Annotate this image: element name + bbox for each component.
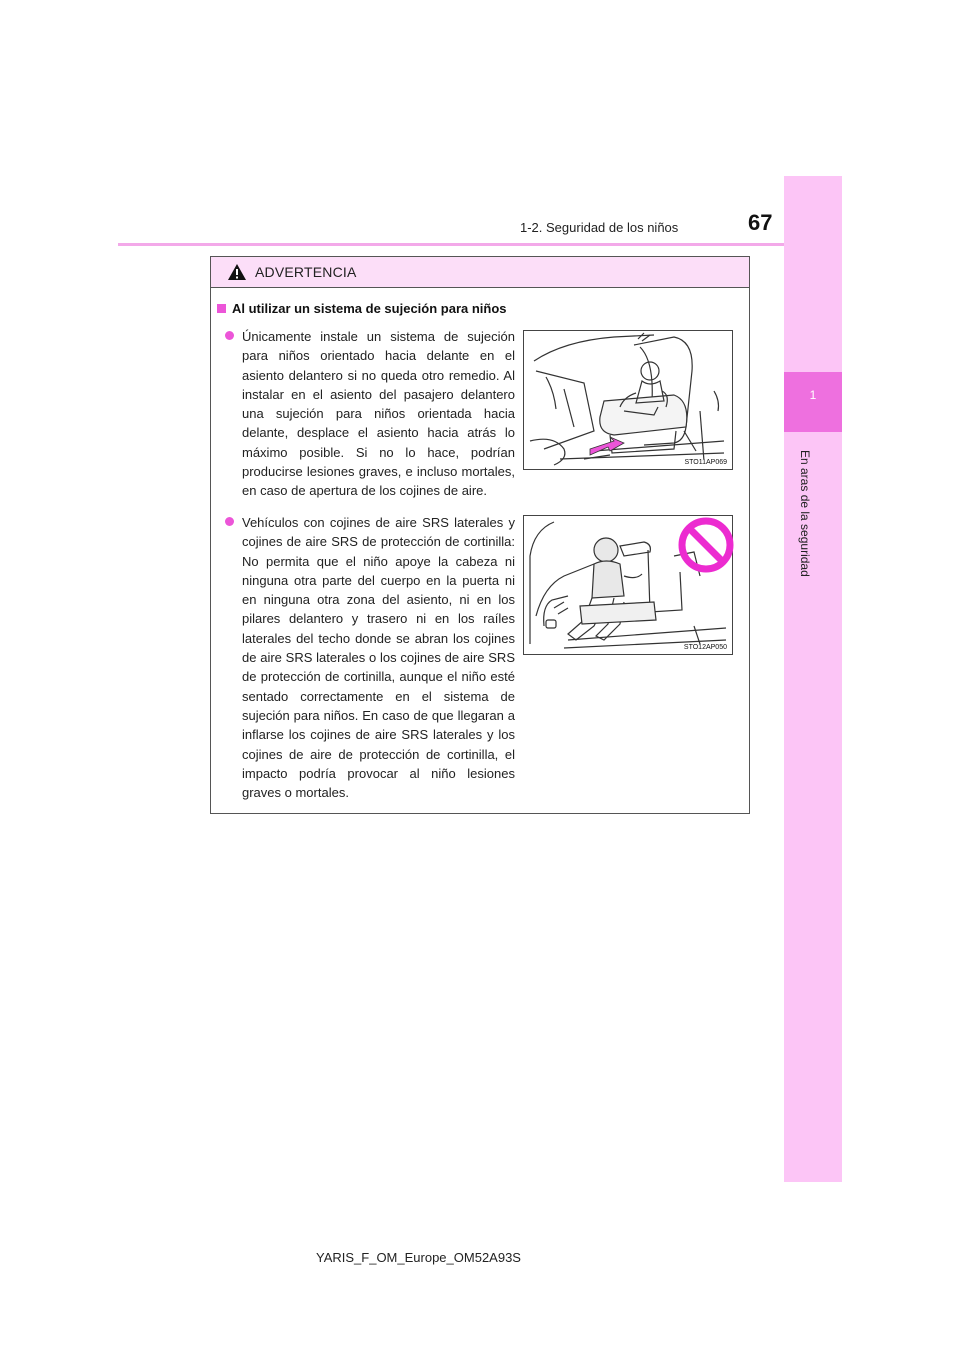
warning-triangle-icon: [227, 263, 247, 281]
header-divider: [118, 243, 840, 246]
figure-front-child-seat: [523, 330, 733, 470]
chapter-side-tab: [784, 176, 842, 1182]
figure-code: STO12AP050: [683, 644, 727, 651]
chapter-tab-active[interactable]: [784, 372, 842, 432]
warning-title: ADVERTENCIA: [255, 264, 357, 280]
bullet-dot-icon: [225, 331, 234, 340]
square-bullet-icon: [217, 304, 226, 313]
warning-item-text: Vehículos con cojines de aire SRS laterales y cojines de aire SRS de protección de cortinilla: No permita que el niño apoye la cabeza ni ninguna otra parte del cuerpo en la puerta ni en ninguna otra zona del asiento, ni en los pilares delantero y trasero ni en los raíles laterales del techo donde se abran los cojines de aire SRS laterales o los cojines de aire SRS de protección de cortinilla, aunque el niño esté sentado correctamente en el sistema de sujeción para niños. En caso de que llegaran a inflarse los cojines de aire SRS laterales y los cojines de aire de protección de cortinilla, el impacto podría provocar al niño lesiones graves o mortales.: [242, 515, 515, 801]
warning-item-text: Únicamente instale un sistema de sujeción para niños orientado hacia delante en el asiento delantero si no queda otro remedio. Al instalar en el asiento del pasajero delantero una sujeción para niños orientada hacia delante, desplace el asiento hacia atrás lo máximo posible. Si no lo hace, podrían producirse lesiones graves, e incluso mortales, en caso de apertura de los cojines de aire.: [242, 329, 515, 499]
warning-subheading: [217, 301, 507, 316]
warning-item-2: [225, 513, 515, 802]
front-seat-illustration: [524, 331, 732, 469]
section-title: 1-2. Seguridad de los niños: [520, 220, 679, 235]
bullet-dot-icon: [225, 517, 234, 526]
document-id: YARIS_F_OM_Europe_OM52A93S: [316, 1250, 521, 1265]
figure-code: STO11AP069: [684, 459, 727, 466]
warning-subheading-text: Al utilizar un sistema de sujeción para niños: [232, 301, 507, 316]
chapter-number: 1: [809, 388, 817, 402]
prohibited-icon: [678, 517, 734, 573]
page-number: 67: [748, 210, 773, 235]
warning-item-1: [225, 327, 515, 501]
warning-box: [210, 256, 750, 814]
warning-header: [211, 257, 749, 288]
chapter-title: En aras de la seguridad: [798, 450, 812, 577]
